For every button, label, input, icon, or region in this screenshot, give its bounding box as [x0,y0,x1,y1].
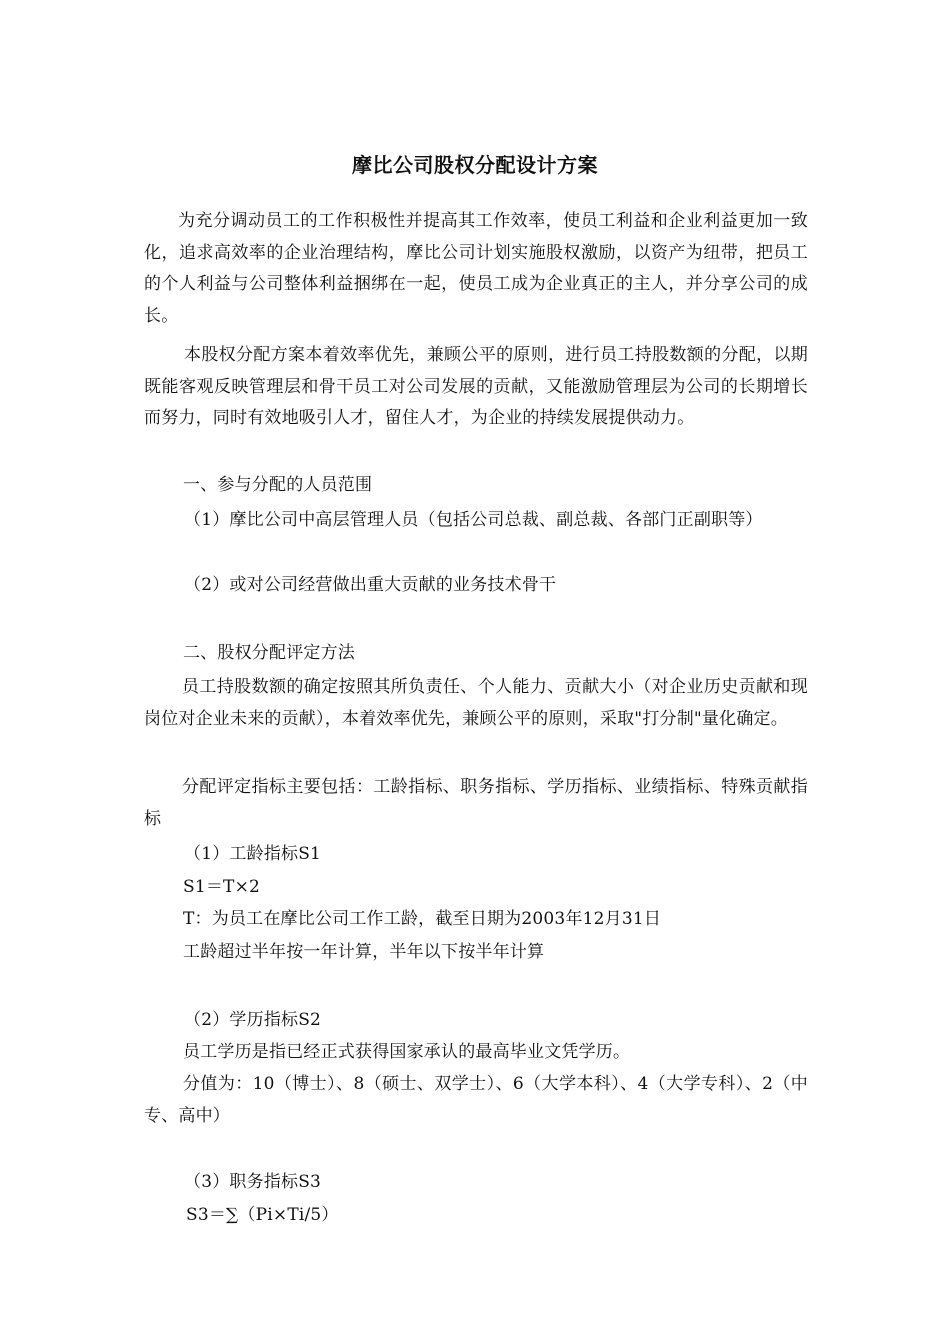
s1-note-2: 工龄超过半年按一年计算，半年以下按半年计算 [183,942,545,962]
s1-note-1: T：为员工在摩比公司工作工龄，截至日期为2003年12月31日 [183,909,662,929]
s3-heading: （3）职务指标S3 [184,1172,322,1192]
section-1-heading: 一、参与分配的人员范围 [183,475,373,495]
s1-formula: S1＝T×2 [183,877,261,897]
s2-note-1: 员工学历是指已经正式获得国家承认的最高毕业文凭学历。 [183,1042,631,1062]
section-1-item-1: （1）摩比公司中高层管理人员（包括公司总裁、副总裁、各部门正副职等） [184,510,763,530]
section-1-item-2: （2）或对公司经营做出重大贡献的业务技术骨干 [184,575,557,595]
section-2-paragraph-2: 分配评定指标主要包括：工龄指标、职务指标、学历指标、业绩指标、特殊贡献指标 [144,777,808,829]
document-title: 摩比公司股权分配设计方案 [352,153,598,177]
s1-heading: （1）工龄指标S1 [184,844,322,864]
s2-heading: （2）学历指标S2 [184,1010,322,1030]
s2-note-2: 分值为：10（博士）、8（硕士、双学士）、6（大学本科）、4（大学专科）、2（中专、高中） [144,1074,808,1126]
intro-paragraph-1: 为充分调动员工的工作积极性并提高其工作效率，使员工利益和企业利益更加一致化，追求高效率的企业治理结构，摩比公司计划实施股权激励，以资产为纽带，把员工的个人利益与公司整体利益捆绑在一起，使员工成为企业真正的主人，并分享公司的成长。 [144,211,808,326]
s3-formula: S3＝∑（Pi×Ti/5） [186,1205,339,1225]
intro-paragraph-2: 本股权分配方案本着效率优先，兼顾公平的原则，进行员工持股数额的分配，以期既能客观反映管理层和骨干员工对公司发展的贡献，又能激励管理层为公司的长期增长而努力，同时有效地吸引人才，留住人才，为企业的持续发展提供动力。 [144,345,808,428]
section-2-heading: 二、股权分配评定方法 [183,643,355,663]
section-2-paragraph-1: 员工持股数额的确定按照其所负责任、个人能力、贡献大小（对企业历史贡献和现岗位对企业未来的贡献），本着效率优先，兼顾公平的原则，采取"打分制"量化确定。 [144,677,808,729]
